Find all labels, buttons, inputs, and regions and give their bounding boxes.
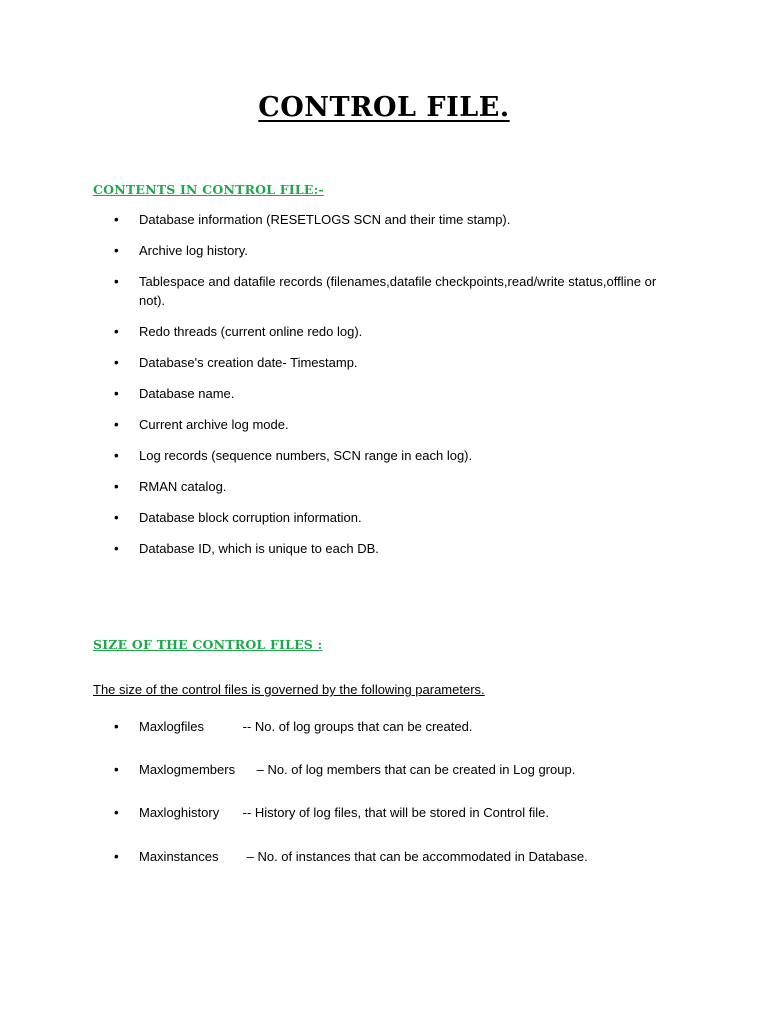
parameter-row	[139, 760, 679, 779]
bullet-icon: •	[114, 510, 119, 525]
list-item-text: Current archive log mode.	[139, 417, 289, 432]
size-section-heading: SIZE OF THE CONTROL FILES :	[93, 637, 323, 652]
list-item-text: Database block corruption information.	[139, 510, 362, 525]
parameter-description: -- History of log files, that will be stored in Control file.	[242, 805, 549, 820]
parameter-name: Maxloghistory	[139, 805, 220, 820]
parameter-name: Maxlogmembers	[139, 762, 236, 777]
parameter-description: -- No. of log groups that can be created.	[242, 719, 473, 734]
bullet-icon: •	[114, 417, 119, 432]
size-section-intro: The size of the control files is governed by the following parameters.	[93, 682, 485, 697]
bullet-icon: •	[114, 849, 119, 864]
bullet-icon: •	[114, 243, 119, 258]
list-item-text: Redo threads (current online redo log).	[139, 324, 363, 339]
bullet-icon: •	[114, 212, 119, 227]
parameter-row	[139, 847, 679, 866]
list-item-text: Database ID, which is unique to each DB.	[139, 541, 379, 556]
parameter-row	[139, 803, 679, 822]
bullet-icon: •	[114, 386, 119, 401]
list-item-text: Database's creation date- Timestamp.	[139, 355, 358, 370]
list-item-text: Tablespace and datafile records (filenames,datafile checkpoints,read/write status,offline or not).	[139, 274, 657, 308]
list-item-text: Archive log history.	[139, 243, 248, 258]
bullet-icon: •	[114, 762, 119, 777]
bullet-icon: •	[114, 274, 119, 289]
list-item-text: Log records (sequence numbers, SCN range in each log).	[139, 448, 473, 463]
list-item-text: Database information (RESETLOGS SCN and their time stamp).	[139, 212, 511, 227]
list-item-text: Database name.	[139, 386, 235, 401]
bullet-icon: •	[114, 355, 119, 370]
parameter-name: Maxlogfiles	[139, 719, 205, 734]
parameter-description: – No. of log members that can be created in Log group.	[256, 762, 576, 777]
parameter-row	[139, 717, 679, 736]
list-item-text: RMAN catalog.	[139, 479, 227, 494]
bullet-icon: •	[114, 541, 119, 556]
bullet-icon: •	[114, 805, 119, 820]
parameter-name: Maxinstances	[139, 849, 219, 864]
contents-section-heading: CONTENTS IN CONTROL FILE:-	[93, 182, 324, 197]
bullet-icon: •	[114, 324, 119, 339]
parameter-description: – No. of instances that can be accommodated in Database.	[246, 849, 588, 864]
bullet-icon: •	[114, 479, 119, 494]
bullet-icon: •	[114, 719, 119, 734]
bullet-icon: •	[114, 448, 119, 463]
page-title: CONTROL FILE.	[258, 92, 510, 123]
